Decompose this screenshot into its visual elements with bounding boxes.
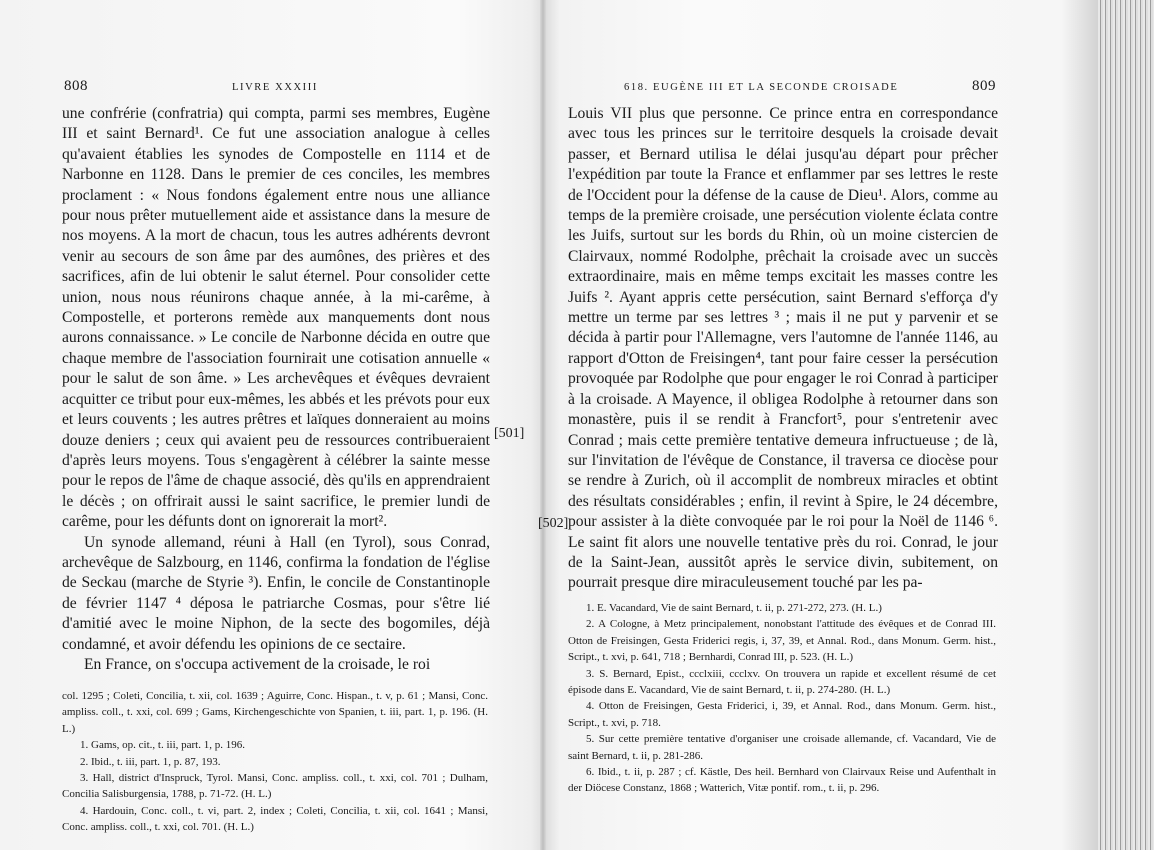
left-footnote-2: 2. Ibid., t. iii, part. 1, p. 87, 193. xyxy=(80,755,221,768)
right-page xyxy=(538,0,1098,850)
left-footnote-continued: col. 1295 ; Coleti, Concilia, t. xii, col. 1639 ; Aguirre, Conc. Hispan., t. v, p. 61 ; Mansi, Conc. ampliss. coll., t. xxi, col. 699 ; Gams, Kirchengeschichte von Spanien, t. iii, part. 1, p. 196. (H. L.) xyxy=(62,690,488,735)
page-edges xyxy=(1098,0,1154,850)
left-page-number: 808 xyxy=(64,78,88,94)
right-footnote-4: 4. Otton de Freisingen, Gesta Friderici, i, 39, et Annal. Rod., dans Monum. Germ. hist., Script., t. xvi, p. 718. xyxy=(568,700,996,729)
left-footnote-3: 3. Hall, district d'Inspruck, Tyrol. Mansi, Conc. ampliss. coll., t. xxi, col. 701 ; Dulham, Concilia Salisburgensia, 1788, p. 71-72. (H. L.) xyxy=(62,772,488,801)
left-paragraph-3: En France, on s'occupa activement de la croisade, le roi xyxy=(84,655,431,673)
left-page xyxy=(0,0,540,850)
right-running-head: 618. EUGÈNE III ET LA SECONDE CROISADE xyxy=(624,82,899,93)
right-footnote-3: 3. S. Bernard, Epist., ccclxiii, ccclxv. On trouvera un rapide et excellent résumé de cet épisode dans E. Vacandard, Vie de saint Bernard, t. ii, p. 274-280. (H. L.) xyxy=(568,667,996,697)
left-running-head: LIVRE XXXIII xyxy=(232,82,318,93)
left-body-text xyxy=(62,104,490,675)
left-footnotes xyxy=(62,688,488,836)
left-paragraph-2: Un synode allemand, réuni à Hall (en Tyrol), sous Conrad, archevêque de Salzbourg, en 1146, confirma la fondation de l'église de Seckau (marche de Styrie ³). Enfin, le concile de Constantinople de février 1147 ⁴ déposa le patriarche Cosmas, pour s'être lié d'amitié avec le moine Niphon, de la secte des bogomiles, déjà condamné, et avoir défendu les opinions de ce sectaire. xyxy=(62,533,490,653)
right-body-text xyxy=(568,104,998,594)
right-page-number: 809 xyxy=(972,78,996,94)
right-footnote-5: 5. Sur cette première tentative d'organiser une croisade allemande, cf. Vacandard, Vie de saint Bernard, t. ii, p. 281-286. xyxy=(568,733,996,762)
right-margin-note: [502] xyxy=(538,516,569,531)
right-footnote-2: 2. A Cologne, à Metz principalement, nonobstant l'attitude des évêques et de Conrad III. Otton de Freisingen, Gesta Friderici regis, i, 37, 39, et Annal. Rod., dans Monum. Germ. hist., Script., t. xvi, p. 641, 718 ; Bernhardi, Conrad III, p. 523. (H. L.) xyxy=(568,618,996,664)
left-footnote-4: 4. Hardouin, Conc. coll., t. vi, part. 2, index ; Coleti, Concilia, t. xii, col. 1641 ; Mansi, Conc. ampliss. coll., t. xxi, col. 701. (H. L.) xyxy=(62,804,488,834)
left-margin-note: [501] xyxy=(494,426,525,441)
right-footnote-1: 1. E. Vacandard, Vie de saint Bernard, t. ii, p. 271-272, 273. (H. L.) xyxy=(586,602,882,614)
left-footnote-1: 1. Gams, op. cit., t. iii, part. 1, p. 196. xyxy=(80,739,245,752)
right-footnotes xyxy=(568,600,996,797)
left-paragraph-1: une confrérie (confratria) qui compta, parmi ses membres, Eugène III et saint Bernard¹. Ce fut une association analogue à celles qu'avaient établies les synodes de Compostelle en 1114 et de Narbonne en 1128. Dans le premier de ces conciles, les membres proclament : « Nous fondons également entre nous une alliance pour nous prêter mutuellement aide et assistance dans la mesure de nos moyens. A la mort de chacun, tous les autres adhérents devront venir au secours de son âme par des aumônes, des prières et des sacrifices, afin de lui obtenir le salut éternel. Pour consolider cette union, nous nous réunirons chaque année, à la mi-carême, à Compostelle, et porterons remède aux manquements dont nous aurons connaissance. » Le concile de Narbonne décida en outre que chaque membre de l'association fournirait une cotisation annuelle « pour le salut de son âme. » Les archevêques et évêques devraient acquitter ce tribut pour eux-mêmes, les abbés et les prévots pour eux et leurs couvents ; les autres prêtres et laïques donneraient au moins douze deniers ; ceux qui avaient peu de ressources contribueraient d'après leurs moyens. Tous s'engagèrent à célébrer la sainte messe pour le repos de l'âme de chaque associé, dès qu'ils en apprendraient le décès ; on offrirait aussi le saint sacrifice, le premier lundi de carême, pour les défunts dont on ignorerait la mort². xyxy=(62,105,490,531)
right-paragraph-1: Louis VII plus que personne. Ce prince entra en correspondance avec tous les princes sur le territoire desquels la croisade devait passer, et Bernard utilisa le délai jusqu'au départ pour prêcher l'expédition par toute la France et enflammer par ses lettres le reste de l'Occident pour la défense de la cause de Dieu¹. Alors, comme au temps de la première croisade, une persécution violente éclata contre les Juifs, surtout sur les bords du Rhin, où un moine cistercien de Clairvaux, nommé Rodolphe, prêchait la croisade avec un succès extraordinaire, mais en même temps excitait les masses contre les Juifs ². Ayant appris cette persécution, saint Bernard s'efforça d'y mettre un terme par ses lettres ³ ; mais il ne put y parvenir et se décida à partir pour l'Allemagne, vers l'automne de l'année 1146, au rapport d'Otton de Freisingen⁴, tant pour faire cesser la persécution provoquée par Rodolphe que pour engager le roi Conrad à participer à la croisade. A Mayence, il obligea Rodolphe à retourner dans son monastère, puis il se rendit à Francfort⁵, pour s'entretenir avec Conrad ; mais cette première tentative demeura infructueuse ; de là, sur l'invitation de l'évêque de Constance, il traversa ce diocèse pour se rendre à Zurich, où il accomplit de nombreux miracles et obtint des résultats considérables ; enfin, il revint à Spire, le 24 décembre, pour assister à la diète convoquée par le roi pour la Noël de 1146 ⁶. Le saint fit alors une nouvelle tentative près du roi. Conrad, le jour de la Saint-Jean, aussitôt après le service divin, subitement, on pourrait presque dire miraculeusement touché par les pa- xyxy=(568,105,998,592)
right-footnote-6: 6. Ibid., t. ii, p. 287 ; cf. Kästle, Des heil. Bernhard von Clairvaux Reise und Aufenthalt in der Diöcese Constanz, 1868 ; Watterich, Vitæ pontif. rom., t. ii, p. 296. xyxy=(568,766,996,795)
